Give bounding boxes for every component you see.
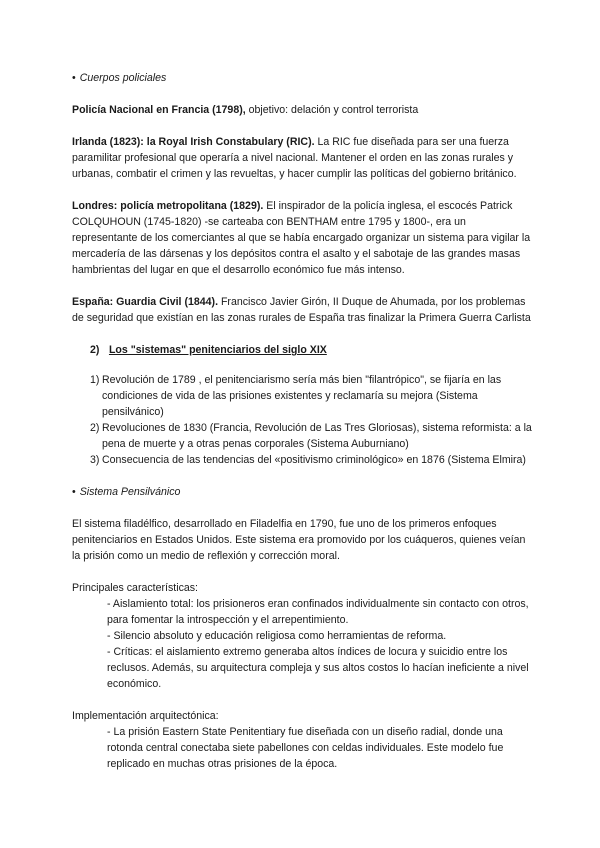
- irlanda-title: Irlanda (1823): la Royal Irish Constabulary (RIC).: [72, 136, 315, 148]
- list-item: 3) Consecuencia de las tendencias del «positivismo criminológico» en 1876 (Sistema Elmira): [90, 454, 526, 466]
- bullet-dot-icon: •: [72, 486, 76, 498]
- list-item: - Aislamiento total: los prisioneros eran confinados individualmente sin contacto con otros, para fomentar la introspección y el arrepentimiento.: [107, 598, 529, 626]
- list-item: 1) Revolución de 1789 , el penitenciarismo sería más bien "filantrópico", se fijaría en las condiciones de vida de las prisiones existentes y reclamaría su mejora (Sistema pensilvánico): [90, 374, 502, 418]
- londres-title: Londres: policía metropolitana (1829).: [72, 200, 264, 212]
- section-heading-sistema-pensilvanico: • Sistema Pensilvánico: [72, 486, 181, 498]
- francia-title: Policía Nacional en Francia (1798),: [72, 104, 246, 116]
- penitentiary-systems-list: [72, 372, 532, 468]
- list-item: - La prisión Eastern State Penitentiary fue diseñada con un diseño radial, donde una rotonda central conectaba siete pabellones con celdas individuales. Este modelo fue replicado en muchas otras prisiones de la época.: [107, 726, 504, 770]
- list-item: - Críticas: el aislamiento extremo generaba altos índices de locura y suicidio entre los reclusos. Además, su arquitectura compleja y sus altos costos lo hacían ineficiente a nivel económico.: [107, 646, 529, 690]
- espana-title: España: Guardia Civil (1844).: [72, 296, 219, 308]
- section-title-sistemas-penitenciarios: 2) Los "sistemas" penitenciarios del siglo XIX: [90, 344, 327, 356]
- list-item: 2) Revoluciones de 1830 (Francia, Revolución de Las Tres Gloriosas), sistema reformista: a la pena de muerte y a otras penas corporales (Sistema Auburniano): [90, 422, 532, 450]
- list-item: - Silencio absoluto y educación religiosa como herramientas de reforma.: [107, 630, 447, 642]
- paragraph-londres: Londres: policía metropolitana (1829). El inspirador de la policía inglesa, el escocés Patrick COLQUHOUN (1745-1820) -se carteaba con BENTHAM entre 1795 y 1800-, era un representante de los comerciantes al que se había encargado organizar un sistema para vigilar la mercadería de las dársenas y los depósitos contra el asalto y el sabotaje de las grandes masas hambrientas del lugar en que el desarrollo económico fue más intenso.: [72, 200, 531, 276]
- features-list: [72, 596, 532, 692]
- bullet-dot-icon: •: [72, 72, 76, 84]
- section-heading-cuerpos-policiales: • Cuerpos policiales: [72, 72, 167, 84]
- features-label: Principales características:: [72, 582, 198, 594]
- paragraph-francia: Policía Nacional en Francia (1798), objetivo: delación y control terrorista: [72, 104, 419, 116]
- implementation-label: Implementación arquitectónica:: [72, 710, 219, 722]
- paragraph-espana: España: Guardia Civil (1844). Francisco Javier Girón, II Duque de Ahumada, por los problemas de seguridad que existían en las zonas rurales de España tras finalizar la Primera Guerra Carlista: [72, 296, 531, 324]
- document-page: [72, 70, 532, 772]
- paragraph-sistema-filadelfico: El sistema filadélfico, desarrollado en Filadelfia en 1790, fue uno de los primeros enfoques penitenciarios en Estados Unidos. Este sistema era promovido por los cuáqueros, quienes veían la prisión como un medio de reflexión y corrección moral.: [72, 518, 526, 562]
- implementation-list: [72, 724, 532, 772]
- paragraph-irlanda: Irlanda (1823): la Royal Irish Constabulary (RIC). La RIC fue diseñada para ser una fuerza paramilitar profesional que operaría a nivel nacional. Mantener el orden en las zonas rurales y urbanas, combatir el crimen y las revueltas, y hacer cumplir las políticas del gobierno británico.: [72, 136, 517, 180]
